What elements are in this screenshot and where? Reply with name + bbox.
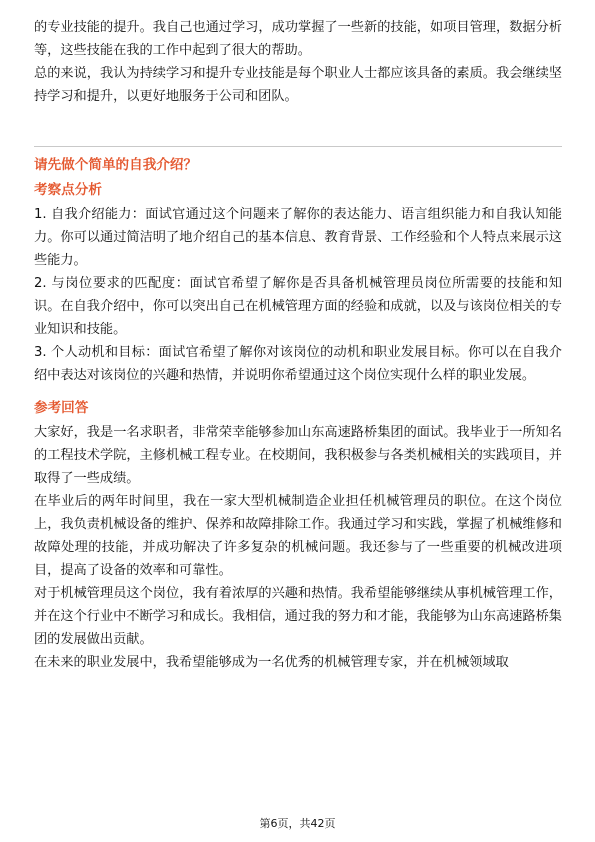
page-content [34,16,562,108]
analysis-item-2: 2. 与岗位要求的匹配度：面试官希望了解你是否具备机械管理员岗位所需要的技能和知识。在自我介绍中，你可以突出自己在机械管理方面的经验和成就，以及与该岗位相关的专业知识和技能。 [34,276,562,337]
question-section [34,154,562,674]
analysis-heading: 考察点分析 [34,182,102,198]
analysis-item-1: 1. 自我介绍能力：面试官通过这个问题来了解你的表达能力、语言组织能力和自我认知能力。你可以通过简洁明了地介绍自己的基本信息、教育背景、工作经验和个人特点来展示这些能力。 [34,207,562,268]
section-divider [34,146,562,147]
analysis-item-3: 3. 个人动机和目标：面试官希望了解你对该岗位的动机和职业发展目标。你可以在自我介绍中表达对该岗位的兴趣和热情，并说明你希望通过这个岗位实现什么样的职业发展。 [34,345,562,383]
page-number: 第6页，共42页 [259,817,336,830]
answer-paragraph-3: 对于机械管理员这个岗位，我有着浓厚的兴趣和热情。我希望能够继续从事机械管理工作，并在这个行业中不断学习和成长。我相信，通过我的努力和才能，我能够为山东高速路桥集团的发展做出贡献。 [34,586,562,647]
intro-paragraph-2: 总的来说，我认为持续学习和提升专业技能是每个职业人士都应该具备的素质。我会继续坚持学习和提升，以更好地服务于公司和团队。 [34,66,562,104]
answer-paragraph-1: 大家好，我是一名求职者，非常荣幸能够参加山东高速路桥集团的面试。我毕业于一所知名的工程技术学院，主修机械工程专业。在校期间，我积极参与各类机械相关的实践项目，并取得了一些成绩。 [34,425,562,486]
answer-paragraph-4: 在未来的职业发展中，我希望能够成为一名优秀的机械管理专家，并在机械领域取 [34,655,509,670]
intro-paragraph-1: 的专业技能的提升。我自己也通过学习，成功掌握了一些新的技能，如项目管理，数据分析等，这些技能在我的工作中起到了很大的帮助。 [34,20,562,58]
answer-paragraph-2: 在毕业后的两年时间里，我在一家大型机械制造企业担任机械管理员的职位。在这个岗位上，我负责机械设备的维护、保养和故障排除工作。我通过学习和实践，掌握了机械维修和故障处理的技能，并成功解决了许多复杂的机械问题。我还参与了一些重要的机械改进项目，提高了设备的效率和可靠性。 [34,494,562,578]
question-title: 请先做个简单的自我介绍？ [34,157,198,173]
answer-heading: 参考回答 [34,400,89,416]
